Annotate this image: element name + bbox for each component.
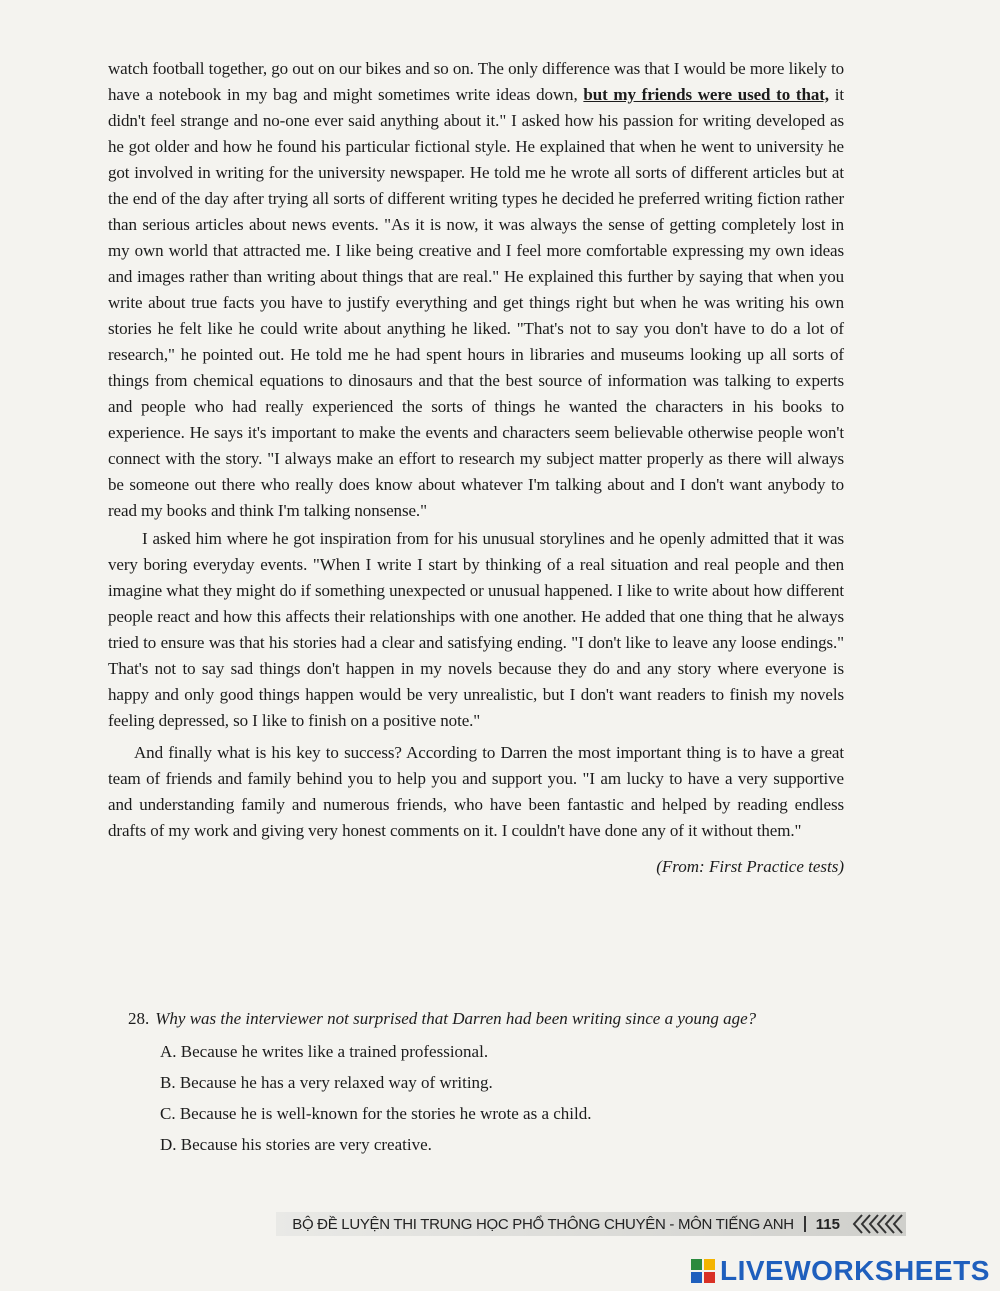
page-footer xyxy=(276,1212,906,1236)
answer-options xyxy=(160,1036,760,1160)
footer-divider xyxy=(804,1216,806,1232)
paragraph-3: And finally what is his key to success? According to Darren the most important thing is to have a great team of friends and family behind you to help you and support you. "I am lucky to have a very supportive and understanding family and numerous friends, who have been fantastic and helped by reading endless drafts of my work and giving very honest comments on it. I couldn't have done any of it without them." xyxy=(108,743,844,840)
highlighted-phrase: but my friends were used to that, xyxy=(583,85,829,104)
page-number: 115 xyxy=(815,1215,840,1233)
liveworksheets-logo-icon xyxy=(690,1258,716,1284)
option-c[interactable]: C. Because he is well-known for the stories he wrote as a child. xyxy=(160,1104,592,1123)
question-text: Why was the interviewer not surprised that Darren had been writing since a young age? xyxy=(155,1009,757,1028)
paragraph-2: I asked him where he got inspiration from for his unusual storylines and he openly admitted that it was very boring everyday events. "When I write I start by thinking of a real situation and real people and then imagine what they might do if something unexpected or unusual happened. I like to write about how different people react and how this affects their relationships with one another. He added that one thing that he always tried to ensure was that his stories had a clear and satisfying ending. "I don't like to leave any loose endings." That's not to say sad things don't happen in my novels because they do and any story where everyone is happy and only good things happen would be very unrealistic, but I don't want readers to finish my novels feeling depressed, so I like to finish on a positive note." xyxy=(108,529,844,730)
option-d[interactable]: D. Because his stories are very creative. xyxy=(160,1135,432,1154)
option-b[interactable]: B. Because he has a very relaxed way of writing. xyxy=(160,1073,493,1092)
paragraph-1-start: watch football together, go out on our bikes and so on. The only difference was that I would be more likely to have a notebook in my bag and might sometimes write ideas down, xyxy=(108,59,844,104)
book-title: BỘ ĐỀ LUYỆN THI TRUNG HỌC PHỔ THÔNG CHUYÊN - MÔN TIẾNG ANH xyxy=(292,1215,794,1233)
source-citation: (From: First Practice tests) xyxy=(656,857,844,876)
paragraph-1-rest: it didn't feel strange and no-one ever said anything about it." I asked how his passion for writing developed as he got older and how he found his particular fictional style. He explained that when he went to university he got involved in writing for the university newspaper. He told me he wrote all sorts of different articles but at the end of the day after trying all sorts of different writing types he decided he preferred writing fiction rather than serious articles about news events. "As it is now, it was always the sense of getting completely lost in my own world that attracted me. I like being creative and I feel more comfortable expressing my own ideas and images rather than writing about things that are real." He explained this further by saying that when you write about true facts you have to justify everything and get things right but when he was writing his own stories he felt like he could write about anything he liked. "That's not to say you don't have to do a lot of research," he pointed out. He told me he had spent hours in libraries and museums looking up all sorts of things from chemical equations to dinosaurs and that the best source of information was talking to experts and people who had really experienced the sorts of things he wanted the characters in his books to experience. He says it's important to make the events and characters seem believable otherwise people won't connect with the story. "I always make an effort to research my subject matter properly as there will always be someone out there who really does know about whatever I'm talking about and I don't want anybody to read my books and think I'm talking nonsense." xyxy=(108,85,844,520)
question-28 xyxy=(128,1006,848,1032)
paragraph-1 xyxy=(108,56,844,524)
passage xyxy=(108,56,844,880)
option-a[interactable]: A. Because he writes like a trained professional. xyxy=(160,1042,489,1061)
brand-name: LIVEWORKSHEETS xyxy=(720,1255,990,1286)
chevrons-icon xyxy=(850,1212,906,1236)
question-number: 28. xyxy=(128,1009,150,1028)
liveworksheets-brand xyxy=(690,1254,990,1288)
